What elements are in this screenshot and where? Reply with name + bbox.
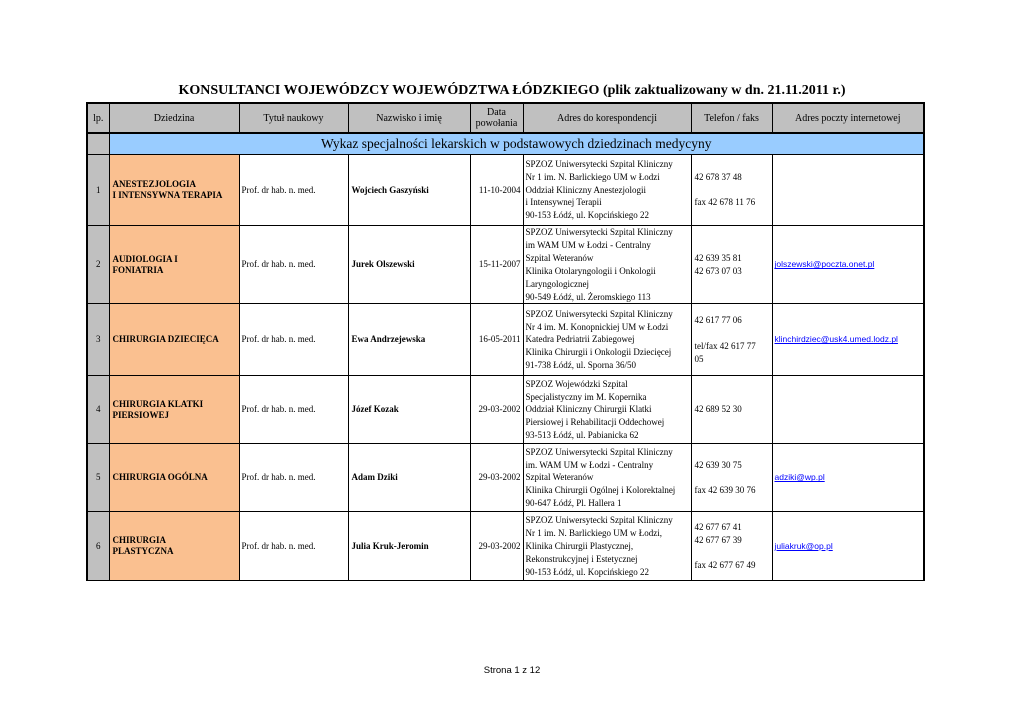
row-telefon: 42 639 30 75 fax 42 639 30 76 bbox=[691, 444, 772, 512]
header-telefon: Telefon / faks bbox=[691, 103, 772, 133]
table-header-row bbox=[87, 103, 924, 133]
row-email[interactable]: adziki@wp.pl bbox=[772, 444, 924, 512]
row-telefon: 42 639 35 81 42 673 07 03 bbox=[691, 226, 772, 304]
consultants-table bbox=[86, 102, 925, 581]
header-lp: lp. bbox=[87, 103, 109, 133]
row-dziedzina: CHIRURGIA OGÓLNA bbox=[109, 444, 239, 512]
table-row bbox=[87, 155, 924, 226]
table-row bbox=[87, 226, 924, 304]
row-lp: 4 bbox=[87, 376, 109, 444]
page-title: KONSULTANCI WOJEWÓDZCY WOJEWÓDZTWA ŁÓDZKIEGO (plik zaktualizowany w dn. 21.11.2011 r.) bbox=[178, 83, 846, 98]
row-adres: SPZOZ Uniwersytecki Szpital Kliniczny im. WAM UM w Łodzi - Centralny Szpital Weteranów Klinika Chirurgii Ogólnej i Kolorektalnej 90-647 Łódź, Pl. Hallera 1 bbox=[523, 444, 691, 512]
row-email bbox=[772, 155, 924, 226]
row-adres: SPZOZ Uniwersytecki Szpital Kliniczny Nr 1 im. N. Barlickiego UM w Łodzi, Klinika Chirurgii Plastycznej, Rekonstrukcyjnej i Estetycznej 90-153 Łódź, ul. Kopcińskiego 22 bbox=[523, 512, 691, 581]
row-adres: SPZOZ Uniwersytecki Szpital Kliniczny im WAM UM w Łodzi - Centralny Szpital Weteranów Klinika Otolaryngologii i Onkologii Laryngologicznej 90-549 Łódź, ul. Żeromskiego 113 bbox=[523, 226, 691, 304]
row-tytul: Prof. dr hab. n. med. bbox=[239, 304, 348, 376]
table-row bbox=[87, 444, 924, 512]
row-nazwisko: Ewa Andrzejewska bbox=[348, 304, 470, 376]
row-tytul: Prof. dr hab. n. med. bbox=[239, 226, 348, 304]
row-nazwisko: Adam Dziki bbox=[348, 444, 470, 512]
row-tytul: Prof. dr hab. n. med. bbox=[239, 155, 348, 226]
section-title: Wykaz specjalności lekarskich w podstawowych dziedzinach medycyny bbox=[109, 133, 924, 155]
row-telefon: 42 689 52 30 bbox=[691, 376, 772, 444]
row-lp: 3 bbox=[87, 304, 109, 376]
row-email[interactable]: klinchirdziec@usk4.umed.lodz.pl bbox=[772, 304, 924, 376]
row-data: 29-03-2002 bbox=[470, 444, 523, 512]
row-nazwisko: Julia Kruk-Jeromin bbox=[348, 512, 470, 581]
header-nazwisko: Nazwisko i imię bbox=[348, 103, 470, 133]
row-email[interactable]: juliakruk@op.pl bbox=[772, 512, 924, 581]
row-dziedzina: CHIRURGIA DZIECIĘCA bbox=[109, 304, 239, 376]
row-lp: 1 bbox=[87, 155, 109, 226]
row-lp: 6 bbox=[87, 512, 109, 581]
row-data: 29-03-2002 bbox=[470, 376, 523, 444]
table-row bbox=[87, 512, 924, 581]
page-footer: Strona 1 z 12 bbox=[483, 665, 541, 676]
header-email: Adres poczty internetowej bbox=[772, 103, 924, 133]
row-tytul: Prof. dr hab. n. med. bbox=[239, 512, 348, 581]
row-nazwisko: Józef Kozak bbox=[348, 376, 470, 444]
section-lp-cell bbox=[87, 133, 109, 155]
row-telefon: 42 677 67 41 42 677 67 39 fax 42 677 67 49 bbox=[691, 512, 772, 581]
row-telefon: 42 617 77 06 tel/fax 42 617 77 05 bbox=[691, 304, 772, 376]
header-dziedzina: Dziedzina bbox=[109, 103, 239, 133]
row-lp: 2 bbox=[87, 226, 109, 304]
row-dziedzina: ANESTEZJOLOGIA I INTENSYWNA TERAPIA bbox=[109, 155, 239, 226]
row-data: 29-03-2002 bbox=[470, 512, 523, 581]
row-tytul: Prof. dr hab. n. med. bbox=[239, 376, 348, 444]
section-row bbox=[87, 133, 924, 155]
table-row bbox=[87, 304, 924, 376]
header-adres: Adres do korespondencji bbox=[523, 103, 691, 133]
header-data: Data powołania bbox=[470, 103, 523, 133]
row-adres: SPZOZ Wojewódzki Szpital Specjalistyczny im M. Kopernika Oddział Kliniczny Chirurgii Klatki Piersiowej i Rehabilitacji Oddechowej 93-513 Łódź, ul. Pabianicka 62 bbox=[523, 376, 691, 444]
row-lp: 5 bbox=[87, 444, 109, 512]
row-adres: SPZOZ Uniwersytecki Szpital Kliniczny Nr 1 im. N. Barlickiego UM w Łodzi Oddział Kliniczny Anestezjologii i Intensywnej Terapii 90-153 Łódź, ul. Kopcińskiego 22 bbox=[523, 155, 691, 226]
row-nazwisko: Jurek Olszewski bbox=[348, 226, 470, 304]
row-data: 11-10-2004 bbox=[470, 155, 523, 226]
row-telefon: 42 678 37 48 fax 42 678 11 76 bbox=[691, 155, 772, 226]
row-data: 16-05-2011 bbox=[470, 304, 523, 376]
row-dziedzina: CHIRURGIA KLATKI PIERSIOWEJ bbox=[109, 376, 239, 444]
row-dziedzina: AUDIOLOGIA I FONIATRIA bbox=[109, 226, 239, 304]
header-tytul: Tytuł naukowy bbox=[239, 103, 348, 133]
row-data: 15-11-2007 bbox=[470, 226, 523, 304]
row-adres: SPZOZ Uniwersytecki Szpital Kliniczny Nr 4 im. M. Konopnickiej UM w Łodzi Katedra Pedriatrii Zabiegowej Klinika Chirurgii i Onkologii Dziecięcej 91-738 Łódź, ul. Sporna 36/50 bbox=[523, 304, 691, 376]
row-tytul: Prof. dr hab. n. med. bbox=[239, 444, 348, 512]
row-nazwisko: Wojciech Gaszyński bbox=[348, 155, 470, 226]
table-row bbox=[87, 376, 924, 444]
row-email bbox=[772, 376, 924, 444]
row-dziedzina: CHIRURGIA PLASTYCZNA bbox=[109, 512, 239, 581]
row-email[interactable]: jolszewski@poczta.onet.pl bbox=[772, 226, 924, 304]
